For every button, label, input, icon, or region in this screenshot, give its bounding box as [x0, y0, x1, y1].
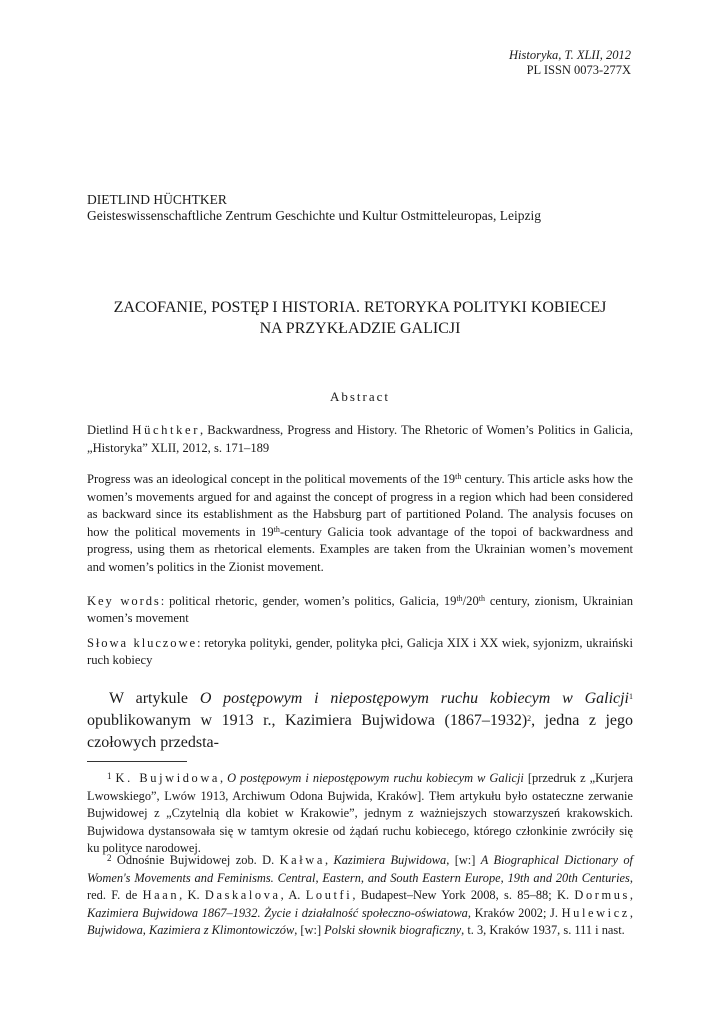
keywords-label: Key words — [87, 594, 161, 608]
keywords-text: : political rhetoric, gender, women’s politics, Galicia, 19 — [160, 594, 457, 608]
journal-title: Historyka, T. XLII, 2012 — [509, 48, 631, 62]
author-name: DIETLIND HÜCHTKER — [87, 192, 227, 207]
footnote-author: Dormus — [574, 888, 630, 902]
footnote-text: , A. — [280, 888, 306, 902]
footnote-title: Polski słownik biograficzny — [324, 923, 462, 937]
abstract-sup: th — [273, 524, 280, 534]
keywords-text: /20 — [462, 594, 479, 608]
body-text-part: , jedna z jego czołowych przedsta- — [87, 712, 634, 751]
citation-first-name: Dietlind — [87, 423, 129, 437]
abstract-text-part: century. This article asks how the women’s movements argued for and against the concept of progress in a region which had been considered as backward since its establishment as the Habsburg part of partitioned Poland. The analysis focuses on how the political movements in 19 — [87, 472, 633, 539]
abstract-text — [87, 471, 633, 576]
keywords-pl-label: Słowa kluczowe — [87, 636, 197, 650]
body-text-part: W artykule — [109, 690, 200, 707]
body-text-part: opublikowanym w 1913 r., Kazimiera Bujwidowa (1867–1932) — [87, 712, 528, 729]
citation-surname: Hüchtker — [132, 423, 201, 437]
abstract-citation — [87, 422, 633, 457]
footnote-title: Kazimiera Bujwidowa 1867–1932. Życie i działalność społeczno-oświatowa — [87, 905, 468, 920]
footnote-2: $^2$ Odnośnie Bujwidowej zob. D. Kałwa, Kazimiera Bujwidowa, [w:] A Biographical Dictionary of Women's Movements and Feminisms. Central, Eastern, and South Eastern Europe, 19th and 20th Centuries, red. F. de Haan, K. Daskalova, A. Loutfi, Budapest–New York 2008, s. 85–88; K. Dormus, Kazimiera Bujwidowa 1867–1932. Życie i działalność społeczno-oświatowa, Kraków 2002; J. Hulewicz, Bujwidowa, Kazimiera z Klimontowiczów, [w:] Polski słownik biograficzny, t. 3, Kraków 1937, s. 111 i nast. — [87, 853, 634, 937]
body-cited-title: O postępowym i niepostępowym ruchu kobiecym w Galicji — [199, 690, 629, 707]
footnote-separator — [87, 761, 187, 762]
footnote-author: Kałwa — [279, 853, 325, 867]
paper-title-line-1: ZACOFANIE, POSTĘP I HISTORIA. RETORYKA POLITYKI KOBIECEJ — [113, 299, 607, 316]
paper-title — [87, 297, 633, 339]
footnote-title: Bujwidowa, Kazimiera z Klimontowiczów — [87, 923, 295, 937]
journal-issn: PL ISSN 0073-277X — [526, 63, 631, 77]
author-block — [87, 192, 541, 224]
keywords-sup: th — [456, 594, 463, 603]
footnote-number: 2 — [107, 853, 112, 863]
footnote-text: , Budapest–New York 2008, s. 85–88; K. — [352, 888, 575, 902]
footnote-text: [przedruk z „Kurjera Lwowskiego”, Lwów 1913, Archiwum Odona Bujwida, Kraków]. Tłem artykułu było ostateczne zerwanie Bujwidowej z „Czytelnią dla kobiet w Krakowie”, jednym z ważniejszych stowarzyszeń krakowskich. Bujwidowa dystansowała się w tamtym okresie od żądań ruchu kobiecego, którego członkinie zwróciły się ku polityce narodowej. — [87, 771, 633, 855]
footnote-author: K. Bujwidowa — [115, 771, 220, 785]
keywords-sup: th — [478, 594, 485, 603]
journal-header — [509, 48, 631, 78]
footnote-ref-2: 2 — [527, 714, 532, 723]
footnote-ref-1: 1 — [629, 692, 633, 701]
paper-title-line-2: NA PRZYKŁADZIE GALICJI — [259, 320, 461, 337]
abstract-sup: th — [455, 472, 462, 481]
author-affiliation: Geisteswissenschaftliche Zentrum Geschichte und Kultur Ostmitteleuropas, Leipzig — [87, 208, 542, 223]
keywords-pl-text: : retoryka polityki, gender, polityka płci, Galicja XIX i XX wiek, syjonizm, ukraiński ruch kobiecy — [87, 636, 633, 667]
footnote-text: Odnośnie Bujwidowej zob. D. — [116, 853, 280, 867]
body-paragraph — [87, 688, 633, 754]
footnote-author: Hulewicz — [561, 905, 630, 920]
abstract-text-part: -century Galicia took advantage of the topoi of backwardness and progress, using them as rhetorical elements. Examples are taken from the Ukrainian women’s movement and women’s politics in the Zionist movement. — [87, 524, 633, 574]
footnote-title: A Biographical Dictionary of Women's Movements and Feminisms. Central, Eastern, and South Eastern Europe, 19th and 20th Centuries — [87, 853, 634, 885]
footnote-author: Daskalova — [204, 888, 281, 902]
footnote-text: , red. F. de — [87, 870, 633, 902]
footnote-1: $^1$ K. Bujwidowa, O postępowym i niepostępowym ruchu kobiecym w Galicji [przedruk z „Kurjera Lwowskiego”, Lwów 1913, Archiwum Odona Bujwida, Kraków]. Tłem artykułu było ostateczne zerwanie Bujwidowej z „Czytelnią dla kobiet w Krakowie”, jednym z ważniejszych stowarzyszeń krakowskich. Bujwidowa dystansowała się w tamtym okresie od żądań ruchu kobiecego, którego członkinie zwróciły się ku polityce narodowej. — [87, 771, 633, 855]
footnote-text: , t. 3, Kraków 1937, s. 111 i nast. — [461, 923, 625, 937]
footnote-number: 1 — [107, 771, 112, 781]
citation-text: , Backwardness, Progress and History. The Rhetoric of Women’s Politics in Galicia, „Historyka” XLII, 2012, s. 171–189 — [87, 423, 634, 455]
keywords-en — [87, 593, 633, 627]
keywords-text: century, zionism, Ukrainian women’s movement — [87, 594, 634, 625]
footnote-title: Kazimiera Bujwidowa — [333, 853, 447, 867]
keywords-pl — [87, 635, 633, 669]
footnote-author: Loutfi — [305, 888, 353, 902]
footnote-author: Haan — [142, 888, 180, 902]
footnote-text: , K. — [179, 888, 205, 902]
footnote-text: , [w:] — [294, 923, 325, 937]
abstract-heading: Abstract — [329, 389, 391, 404]
footnote-text: , [w:] — [446, 853, 481, 867]
footnote-text: , Kraków 2002; J. — [467, 905, 562, 920]
footnote-title: O postępowym i niepostępowym ruchu kobiecym w Galicji — [227, 771, 524, 785]
abstract-text-part: Progress was an ideological concept in the political movements of the 19 — [87, 472, 456, 486]
